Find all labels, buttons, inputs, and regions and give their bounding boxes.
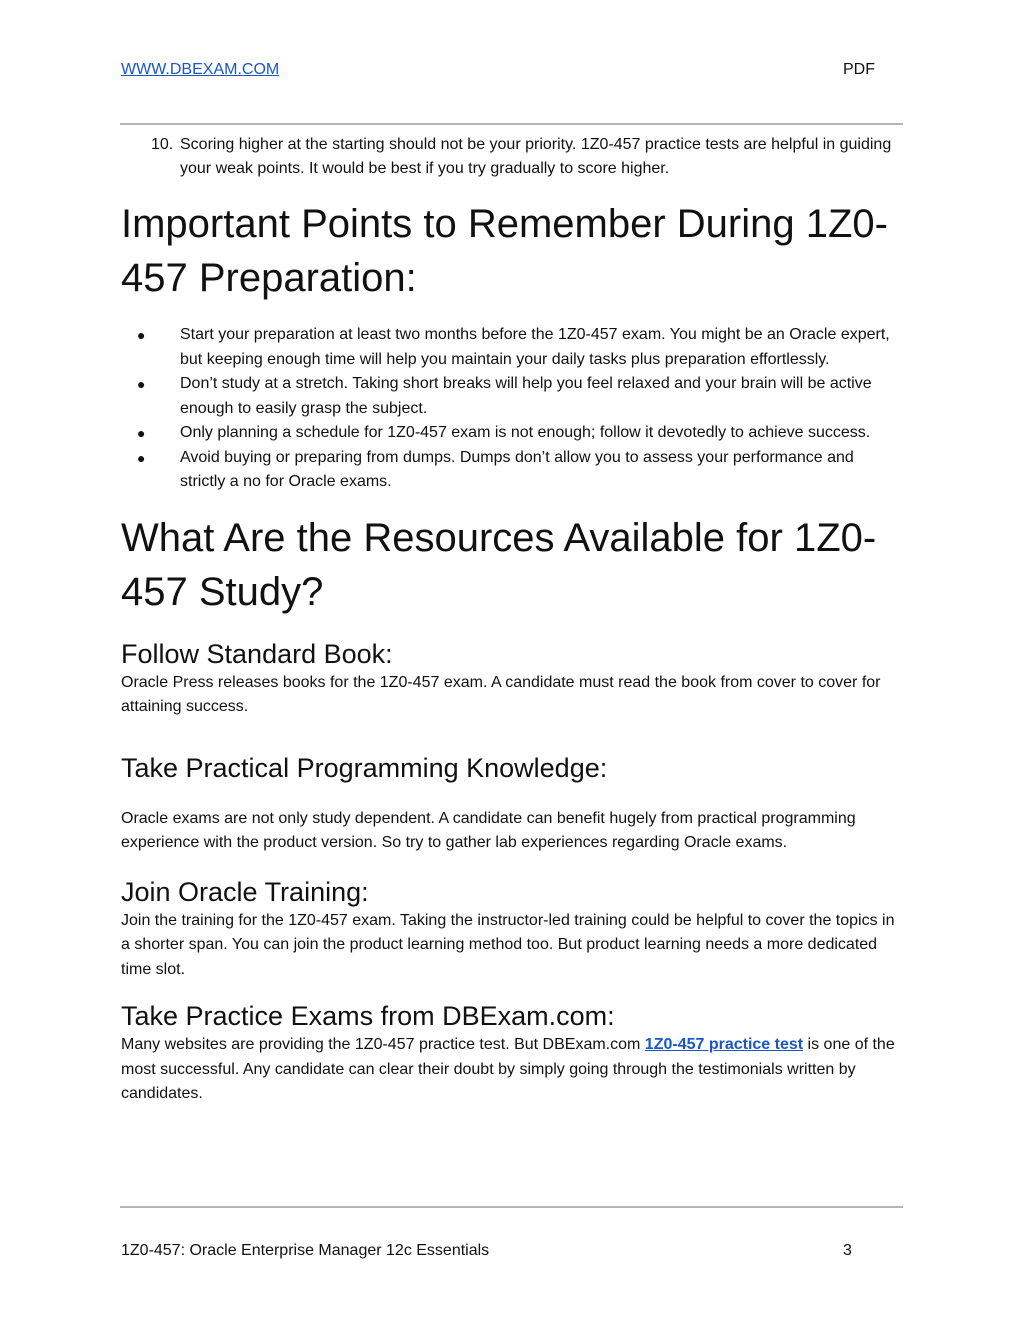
- header-format-label: PDF: [843, 61, 875, 78]
- page-number: 3: [843, 1242, 852, 1259]
- oracle-training-section: [121, 875, 903, 983]
- practical-knowledge-section: [121, 751, 903, 856]
- bullet-text: Start your preparation at least two months before the 1Z0-457 exam. You might be an Oracle expert, but keeping enough time will help you maintain your daily tasks plus preparation effortlessly.: [180, 326, 890, 368]
- follow-book-section: [121, 637, 903, 720]
- follow-book-text: Oracle Press releases books for the 1Z0-457 exam. A candidate must read the book from cover to cover for attaining success.: [121, 673, 881, 715]
- bullet-icon: ●: [137, 425, 146, 441]
- bullet-text: Don’t study at a stretch. Taking short breaks will help you feel relaxed and your brain will be active enough to easily grasp the subject.: [180, 375, 872, 417]
- list-number: 10.: [151, 136, 174, 153]
- footer-divider: [120, 1206, 903, 1208]
- list-item: [121, 421, 903, 446]
- practice-exams-heading: Take Practice Exams from DBExam.com:: [121, 1001, 615, 1031]
- bullet-icon: ●: [137, 327, 146, 343]
- bullet-icon: ●: [137, 449, 146, 466]
- list-item: [121, 372, 903, 421]
- list-item-text: Scoring higher at the starting should not be your priority. 1Z0-457 practice tests are helpful in guiding your weak points. It would be best if you try gradually to score higher.: [180, 136, 892, 177]
- practice-exams-text-after: is one of the most successful. Any candidate can clear their doubt by simply going through the testimonials written by candidates.: [121, 1036, 895, 1102]
- oracle-training-heading: Join Oracle Training:: [121, 876, 369, 907]
- header-divider: [120, 123, 903, 125]
- bullet-text: Only planning a schedule for 1Z0-457 exam is not enough; follow it devotedly to achieve success.: [180, 424, 871, 441]
- resources-section-title: What Are the Resources Available for 1Z0-457 Study?: [121, 515, 877, 614]
- practical-knowledge-text: Oracle exams are not only study dependent. A candidate can benefit hugely from practical programming experience with the product version. So try to gather lab experiences regarding Oracle exams.: [121, 809, 856, 851]
- points-section-title: Important Points to Remember During 1Z0-457 Preparation:: [121, 202, 888, 300]
- footer-title: 1Z0-457: Oracle Enterprise Manager 12c Essentials: [121, 1242, 490, 1259]
- numbered-list-item: [121, 133, 903, 181]
- page-content: [121, 133, 903, 1107]
- oracle-training-text: Join the training for the 1Z0-457 exam. Taking the instructor-led training could be helpful to cover the topics in a shorter span. You can join the product learning method too. But product learning needs a more dedicated time slot.: [121, 911, 895, 978]
- practice-exams-section: [121, 999, 903, 1107]
- bullet-text: Avoid buying or preparing from dumps. Dumps don’t allow you to assess your performance and strictly a no for Oracle exams.: [180, 448, 854, 490]
- practice-exams-text: [121, 1033, 903, 1107]
- list-item: [121, 446, 903, 495]
- follow-book-heading: Follow Standard Book:: [121, 638, 393, 669]
- list-item: [121, 323, 903, 372]
- bullet-icon: ●: [137, 376, 146, 392]
- site-link[interactable]: WWW.DBEXAM.COM: [121, 61, 280, 78]
- practice-exams-text-before: Many websites are providing the 1Z0-457 practice test. But DBExam.com: [121, 1036, 645, 1053]
- practical-knowledge-heading: Take Practical Programming Knowledge:: [121, 752, 608, 783]
- points-bullet-list: [121, 323, 903, 495]
- practice-test-link[interactable]: 1Z0-457 practice test: [644, 1036, 804, 1053]
